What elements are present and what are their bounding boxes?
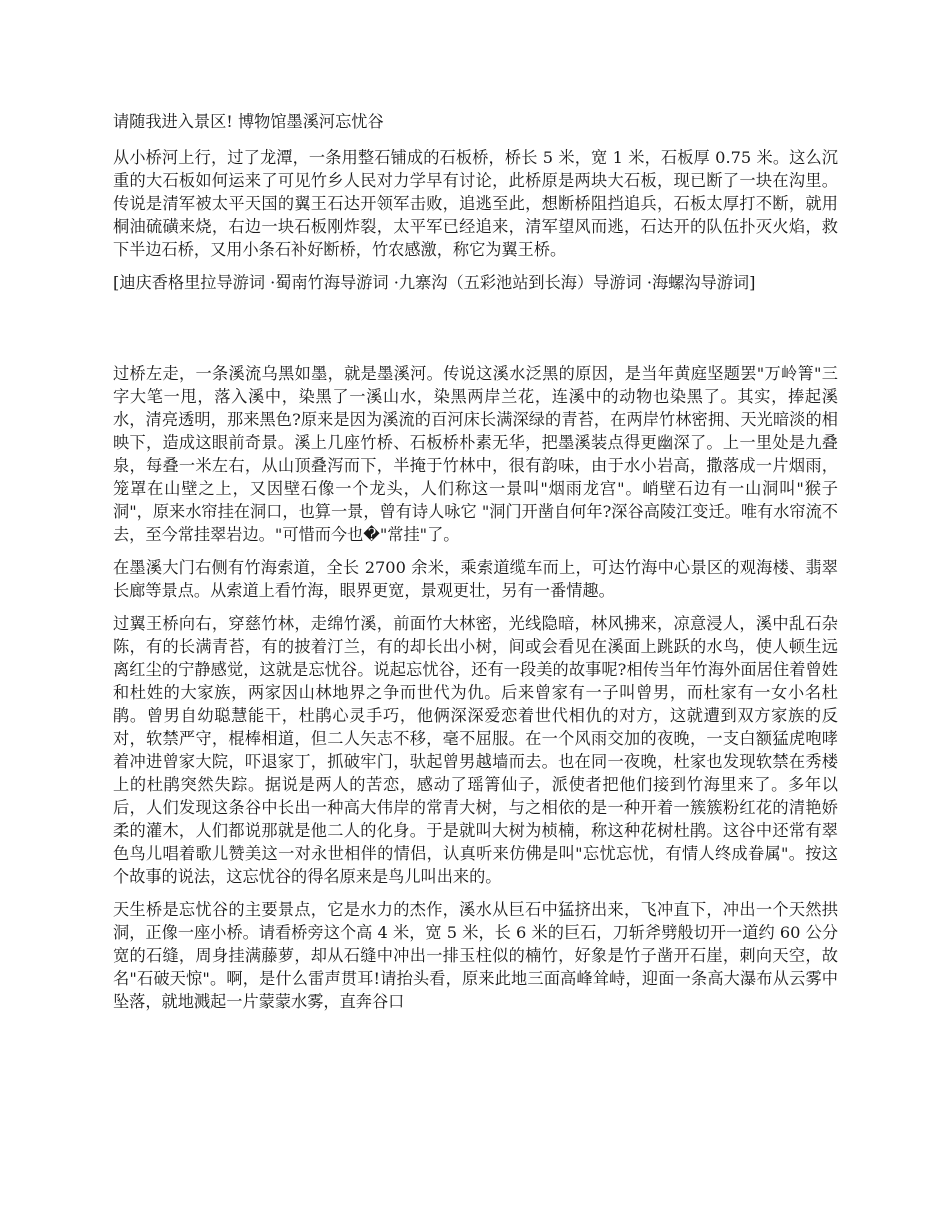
document-body — [113, 110, 838, 1023]
paragraph-moxi-river: 过桥左走，一条溪流乌黑如墨，就是墨溪河。传说这溪水泛黑的原因，是当年黄庭坚题罢"万岭箐"三字大笔一甩，落入溪中，染黑了一溪山水，染黑两岸兰花，连溪中的动物也染黑了。其实，捧起溪水，清亮透明，那来黑色?原来是因为溪流的百河床长满深绿的青苔，在两岸竹林密拥、天光暗淡的相映下，造成这眼前奇景。溪上几座竹桥、石板桥朴素无华，把墨溪装点得更幽深了。上一里处是九叠泉，每叠一米左右，从山顶叠泻而下，半掩于竹林中，很有韵味，由于水小岩高，撒落成一片烟雨，笼罩在山壁之上，又因壁石像一个龙头，人们称这一景叫"烟雨龙宫"。峭壁石边有一山洞叫"猴子洞"，原来水帘挂在洞口，也算一景，曾有诗人咏它 "洞门开凿自何年?深谷高陵江变迁。唯有水帘流不去，至今常挂翠岩边。"可惜而今也�"常挂"了。 — [113, 364, 838, 544]
paragraph-stone-bridge: 从小桥河上行，过了龙潭，一条用整石铺成的石板桥，桥长 5 米，宽 1 米，石板厚 0.75 米。这么沉重的大石板如何运来了可见竹乡人民对力学早有讨论，此桥原是两块大石板，现已断了一块在沟里。传说是清军被太平天国的翼王石达开领军击败，追逃至此，想断桥阻挡追兵，石板太厚打不断，就用桐油硫磺来烧，右边一块石板刚炸裂，太平军已经追来，清军望风而逃，石达开的队伍扑灭火焰，救下半边石桥，又用小条石补好断桥，竹农感激，称它为翼王桥。 — [113, 148, 838, 259]
paragraph-natural-bridge: 天生桥是忘忧谷的主要景点，它是水力的杰作，溪水从巨石中猛挤出来，飞冲直下，冲出一个天然拱洞，正像一座小桥。请看桥旁这个高 4 米，宽 5 米，长 6 米的巨石，刀斩斧劈般切开一道约 60 公分宽的石缝，周身挂满藤萝，却从石缝中冲出一排玉柱似的楠竹，好象是竹子凿开石崖，刺向天空，故名"石破天惊"。啊，是什么雷声贯耳!请抬头看，原来此地三面高峰耸峙，迎面一条高大瀑布从云雾中坠落，就地溅起一片蒙蒙水雾，直奔谷口 — [113, 900, 838, 1011]
related-links: [迪庆香格里拉导游词 ·蜀南竹海导游词 ·九寨沟（五彩池站到长海）导游词 ·海螺沟导游词] — [113, 273, 756, 292]
paragraph-cableway: 在墨溪大门右侧有竹海索道，全长 2700 余米，乘索道缆车而上，可达竹海中心景区的观海楼、翡翠长廊等景点。从索道上看竹海，眼界更宽，景观更壮，另有一番情趣。 — [113, 558, 838, 600]
blank-space — [113, 304, 838, 362]
paragraph-wangyou-valley: 过翼王桥向右，穿慈竹林，走绵竹溪，前面竹大林密，光线隐暗，林风拂来，凉意浸人，溪中乱石杂陈，有的长满青苔，有的披着汀兰，有的却长出小树，间或会看见在溪面上跳跃的水鸟，使人顿生远离红尘的宁静感觉，这就是忘忧谷。说起忘忧谷，还有一段美的故事呢?相传当年竹海外面居住着曾姓和杜姓的大家族，两家因山林地界之争而世代为仇。后来曾家有一子叫曾男，而杜家有一女小名杜鹃。曾男自幼聪慧能干，杜鹃心灵手巧，他俩深深爱恋着世代相仇的对方，这就遭到双方家族的反对，软禁严守，棍棒相道，但二人矢志不移，毫不屈服。在一个风雨交加的夜晚，一支白额猛虎咆哮着冲进曾家大院，吓退家丁，抓破牢门，驮起曾男越墙而去。也在同一夜晚，杜家也发现软禁在秀楼上的杜鹃突然失踪。据说是两人的苦恋，感动了瑶箐仙子，派使者把他们接到竹海里来了。多年以后，人们发现这条谷中长出一种高大伟岸的常青大树，与之相依的是一种开着一簇簇粉红花的清艳娇柔的灌木，人们都说那就是他二人的化身。于是就叫大树为桢楠，称这种花树杜鹃。这谷中还常有翠色鸟儿唱着歌儿赞美这一对永世相伴的情侣，认真听来仿佛是叫"忘忧忘忧，有情人终成眷属"。按这个故事的说法，这忘忧谷的得名原来是鸟儿叫出来的。 — [113, 614, 838, 886]
document-title: 请随我进入景区! 博物馆墨溪河忘忧谷 — [113, 112, 384, 131]
